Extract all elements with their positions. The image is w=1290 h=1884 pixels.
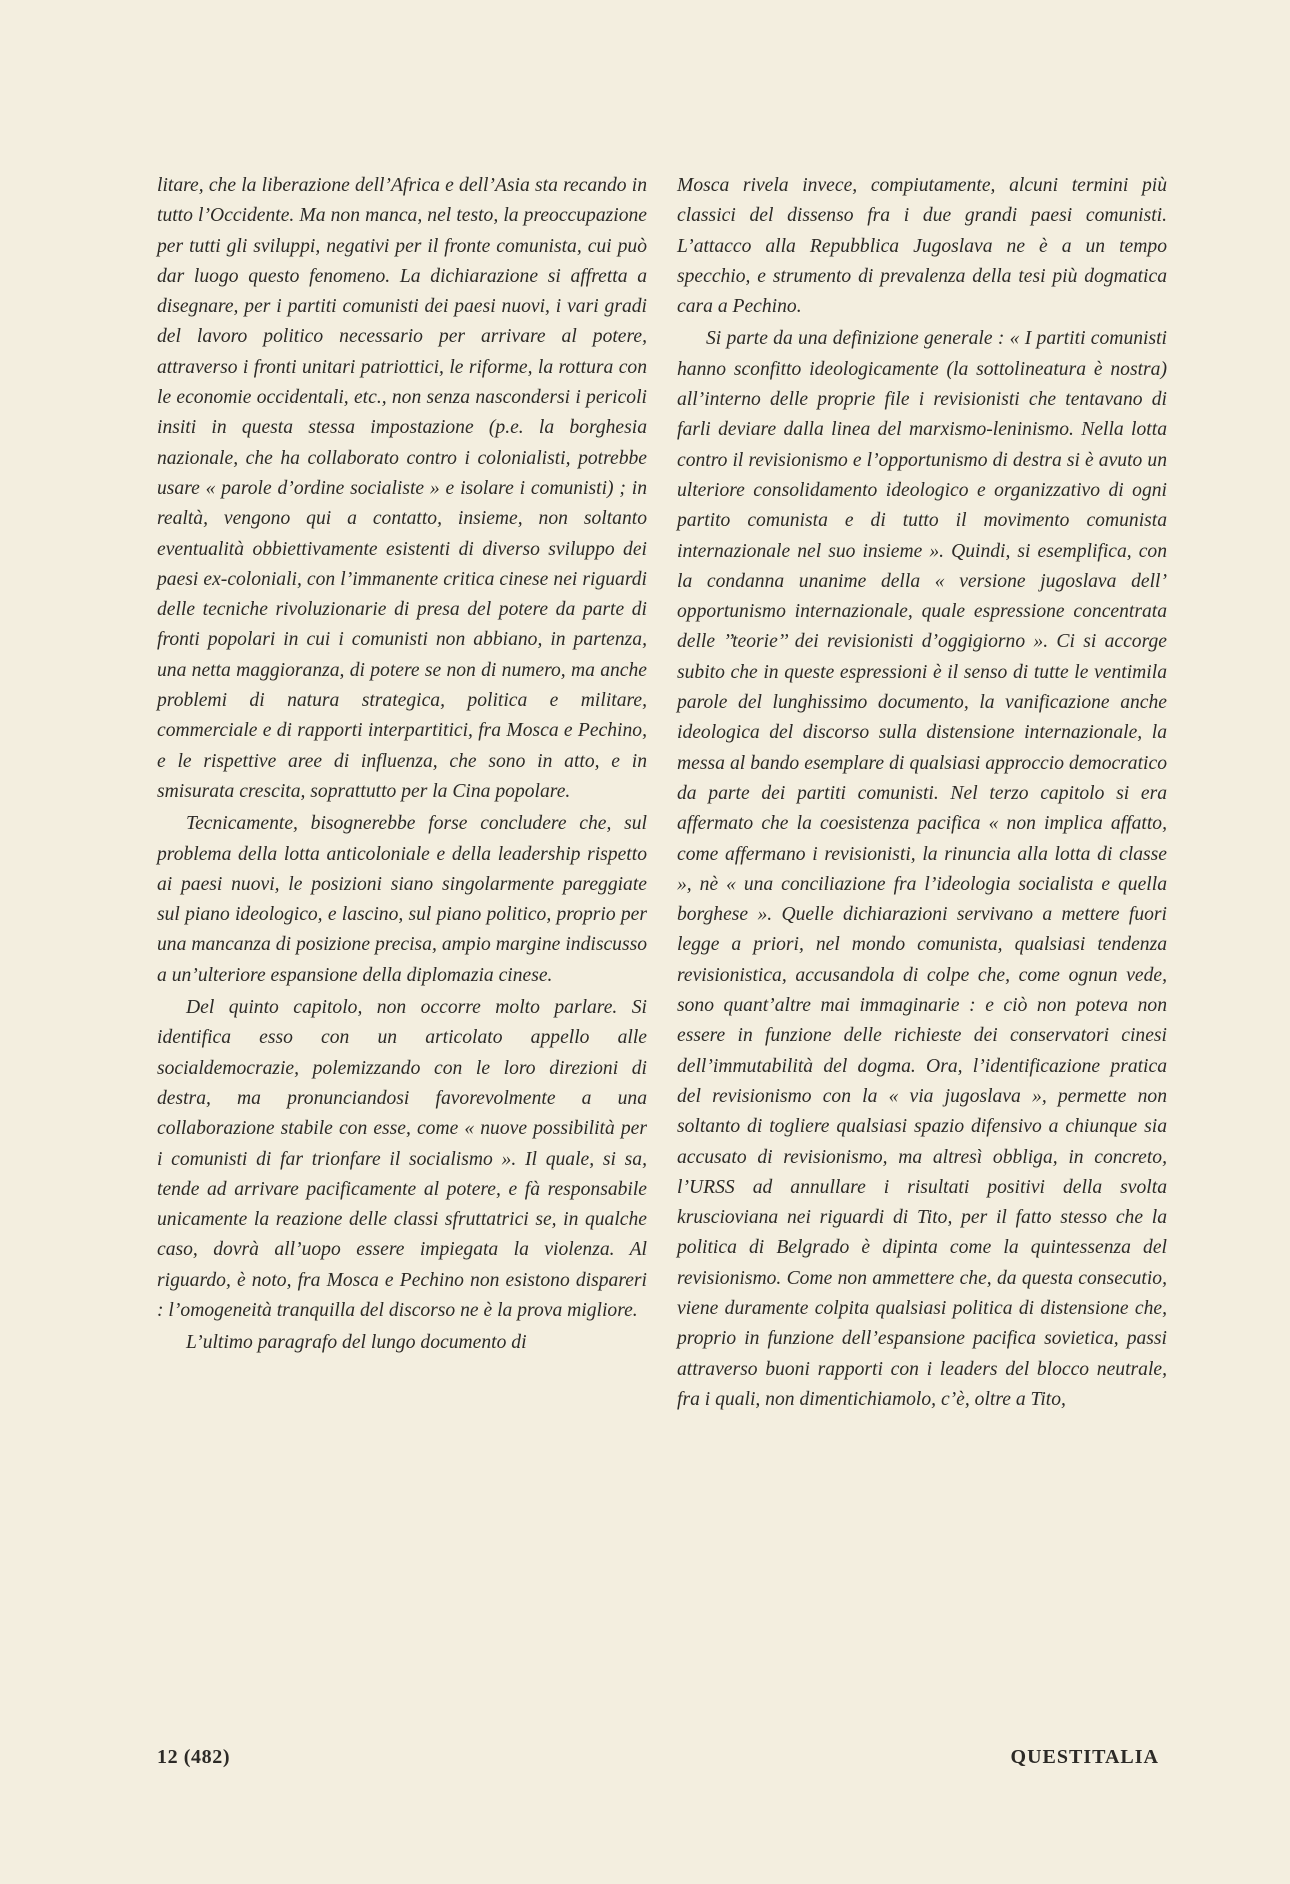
left-paragraph-2: Tecnicamente, bisognerebbe forse concludere che, sul problema della lotta anticoloniale e della leadership rispetto ai paesi nuovi, le posizioni siano singolarmente pareggiate sul piano ideologico, e lascino, sul piano politico, proprio per una mancanza di posizione precisa, ampio margine indiscusso a un’ulteriore espansione della diplomazia cinese. [157,813,647,986]
right-paragraph-2: Si parte da una definizione generale : « I partiti comunisti hanno sconfitto ideologicamente (la sottolineatura è nostra) all’interno delle proprie file i revisionisti che tentavano di farli deviare dalla linea del marxismo-leninismo. Nella lotta contro il revisionismo e l’opportunismo di destra si è avuto un ulteriore consolidamento ideologico e organizzativo di ogni partito comunista e di tutto il movimento comunista internazionale nel suo insieme ». Quindi, si esemplifica, con la condanna unanime della « versione jugoslava dell’ opportunismo internazionale, quale espressione concentrata delle ’’teorie’’ dei revisionisti d’oggigiorno ». Ci si accorge subito che in queste espressioni è il senso di tutte le ventimila parole del lunghissimo documento, la vanificazione anche ideologica del discorso sulla distensione internazionale, la messa al bando esemplare di qualsiasi approccio democratico da parte dei partiti comunisti. Nel terzo capitolo si era affermato che la coesistenza pacifica « non implica affatto, come affermano i revisionisti, la rinuncia alla lotta di classe », nè « una conciliazione fra l’ideologia socialista e quella borghese ». Quelle dichiarazioni servivano a mettere fuori legge a priori, nel mondo comunista, qualsiasi tendenza revisionistica, accusandola di colpe che, come ognun vede, sono quant’altre mai immaginarie : e ciò non poteva non essere in funzione delle richieste dei conservatori cinesi dell’immutabilità del dogma. Ora, l’identificazione pratica del revisionismo con la « via jugoslava », permette non soltanto di togliere qualsiasi spazio difensivo a chiunque sia accusato di revisionismo, ma altresì obbliga, in concreto, l’URSS ad annullare i risultati positivi della svolta kruscioviana nei riguardi di Tito, per il fatto stesso che la politica di Belgrado è dipinta come la quintessenza del revisionismo. Come non ammettere che, da questa consecutio, viene duramente colpita qualsiasi politica di distensione che, proprio in funzione dell’espansione pacifica sovietica, passi attraverso buoni rapporti con i leaders del blocco neutrale, fra i quali, non dimentichiamolo, c’è, oltre a Tito, [677,328,1167,1410]
left-paragraph-1: litare, che la liberazione dell’Africa e dell’Asia sta recando in tutto l’Occidente. Ma non manca, nel testo, la preoccupazione per tutti gli sviluppi, negativi per il fronte comunista, cui può dar luogo questo fenomeno. La dichiarazione si affretta a disegnare, per i partiti comunisti dei paesi nuovi, i vari gradi del lavoro politico necessario per arrivare al potere, attraverso i fronti unitari patriottici, le riforme, la rottura con le economie occidentali, etc., non senza nascondersi i pericoli insiti in questa stessa impostazione (p.e. la borghesia nazionale, che ha collaborato contro i colonialisti, potrebbe usare « parole d’ordine socialiste » e isolare i comunisti) ; in realtà, vengono qui a contatto, insieme, non soltanto eventualità obbiettivamente esistenti di diverso sviluppo dei paesi ex-coloniali, con l’immanente critica cinese nei riguardi delle tecniche rivoluzionarie di presa del potere da parte di fronti popolari in cui i comunisti non abbiano, in partenza, una netta maggioranza, di potere se non di numero, ma anche problemi di natura strategica, politica e militare, commerciale e di rapporti interpartitici, fra Mosca e Pechino, e le rispettive aree di influenza, che sono in atto, e in smisurata crescita, soprattutto per la Cina popolare. [157,175,647,802]
left-paragraph-4: L’ultimo paragrafo del lungo documento di [186,1332,527,1354]
page-number: 12 (482) [157,1746,231,1768]
left-text-column [157,171,647,1359]
magazine-name: QUESTITALIA [1010,1746,1159,1768]
right-text-column [677,171,1167,1415]
left-paragraph-3: Del quinto capitolo, non occorre molto parlare. Si identifica esso con un articolato appello alle socialdemocrazie, polemizzando con le loro direzioni di destra, ma pronunciandosi favorevolmente a una collaborazione stabile con esse, come « nuove possibilità per i comunisti di far trionfare il socialismo ». Il quale, si sa, tende ad arrivare pacificamente al potere, e fà responsabile unicamente la reazione delle classi sfruttatrici se, in qualche caso, dovrà all’uopo essere impiegata la violenza. Al riguardo, è noto, fra Mosca e Pechino non esistono dispareri : l’omogeneità tranquilla del discorso ne è la prova migliore. [157,997,647,1321]
right-paragraph-1: Mosca rivela invece, compiutamente, alcuni termini più classici del dissenso fra i due grandi paesi comunisti. L’attacco alla Repubblica Jugoslava ne è a un tempo specchio, e strumento di prevalenza della tesi più dogmatica cara a Pechino. [677,175,1167,318]
